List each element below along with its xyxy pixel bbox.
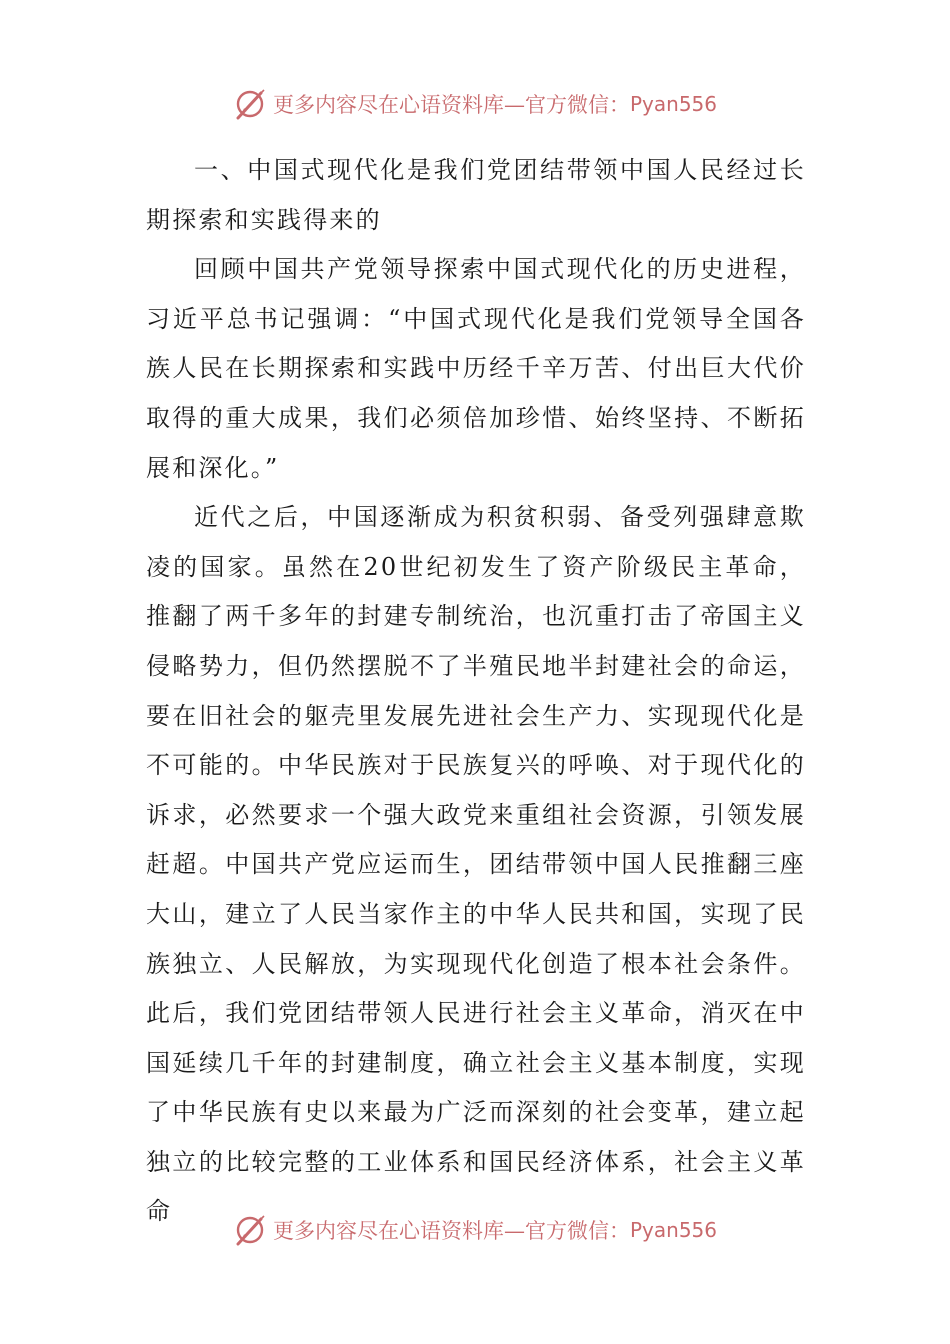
- pen-logo-icon: [233, 1213, 267, 1247]
- document-body: [146, 146, 806, 1237]
- paragraph: 回顾中国共产党领导探索中国式现代化的历史进程，习近平总书记强调：“中国式现代化是我们党领导全国各族人民在长期探索和实践中历经千辛万苦、付出巨大代价取得的重大成果，我们必须倍加珍惜、始终坚持、不断拓展和深化。”: [146, 255, 806, 482]
- section-heading: 一、中国式现代化是我们党团结带领中国人民经过长期探索和实践得来的: [146, 156, 806, 234]
- wechat-id: Pyan556: [629, 1218, 717, 1242]
- pen-logo-icon: [233, 87, 267, 121]
- paragraph: 近代之后，中国逐渐成为积贫积弱、备受列强肆意欺凌的国家。虽然在20世纪初发生了资产阶级民主革命，推翻了两千多年的封建专制统治，也沉重打击了帝国主义侵略势力，但仍然摆脱不了半殖民地半封建社会的命运，要在旧社会的躯壳里发展先进社会生产力、实现现代化是不可能的。中华民族对于民族复兴的呼唤、对于现代化的诉求，必然要求一个强大政党来重组社会资源，引领发展赶超。中国共产党应运而生，团结带领中国人民推翻三座大山，建立了人民当家作主的中华人民共和国，实现了民族独立、人民解放，为实现现代化创造了根本社会条件。此后，我们党团结带领人民进行社会主义革命，消灭在中国延续几千年的封建制度，确立社会主义基本制度，实现了中华民族有史以来最为广泛而深刻的社会变革，建立起独立的比较完整的工业体系和国民经济体系，社会主义革命: [146, 503, 806, 1226]
- wechat-id: Pyan556: [629, 92, 717, 116]
- banner-slogan: 更多内容尽在心语资料库—官方微信：: [272, 1219, 630, 1243]
- footer-banner: [0, 1210, 950, 1250]
- header-banner: [0, 84, 950, 124]
- banner-slogan: 更多内容尽在心语资料库—官方微信：: [272, 93, 630, 117]
